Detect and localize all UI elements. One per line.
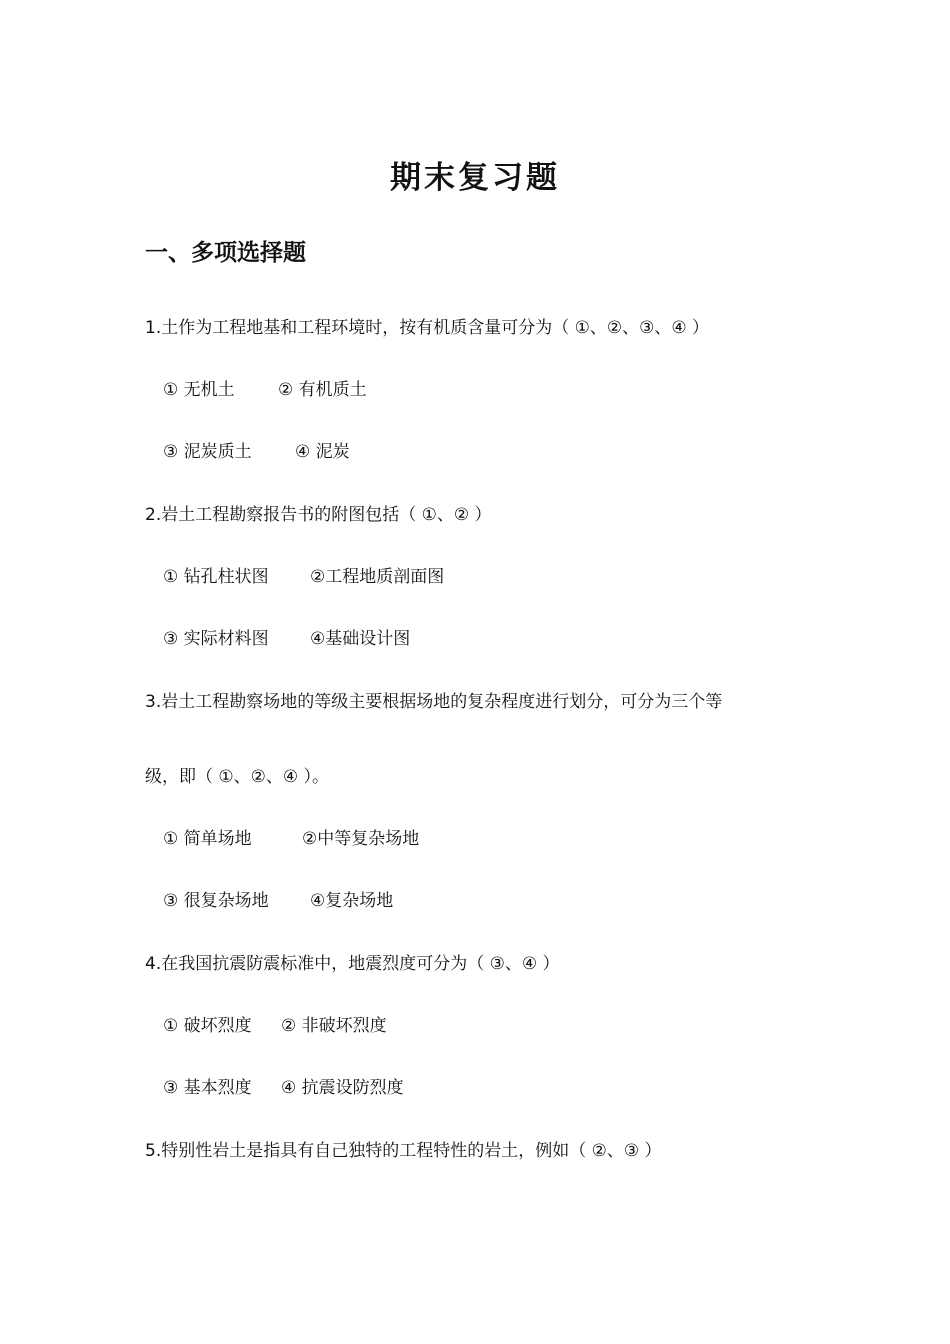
option-4: ④基础设计图 [310, 629, 411, 649]
option-1: ① 简单场地 [163, 829, 252, 849]
option-3: ③ 很复杂场地 [163, 891, 269, 911]
section-heading: 一、多项选择题 [145, 240, 306, 266]
question-2-options-row-1 [163, 562, 445, 587]
question-3: 3.岩土工程勘察场地的等级主要根据场地的复杂程度进行划分，可分为三个等 [145, 692, 723, 712]
question-4-options-row-2 [163, 1073, 404, 1098]
document-title: 期末复习题 [390, 160, 560, 196]
option-1: ① 无机土 [163, 380, 235, 400]
option-3: ③ 实际材料图 [163, 629, 269, 649]
option-4: ④ 抗震设防烈度 [281, 1078, 404, 1098]
question-1: 1.土作为工程地基和工程环境时，按有机质含量可分为（ ①、②、③、④ ） [145, 318, 709, 338]
question-3-options-row-1 [163, 824, 420, 849]
question-2: 2.岩土工程勘察报告书的附图包括（ ①、② ） [145, 505, 492, 525]
question-1-options-row-2 [163, 437, 350, 462]
question-2-options-row-2 [163, 624, 411, 649]
option-1: ① 钻孔柱状图 [163, 567, 269, 587]
option-2: ②中等复杂场地 [302, 829, 420, 849]
option-3: ③ 基本烈度 [163, 1078, 252, 1098]
question-4-options-row-1 [163, 1011, 387, 1036]
option-1: ① 破坏烈度 [163, 1016, 252, 1036]
option-4: ④ 泥炭 [295, 442, 350, 462]
option-3: ③ 泥炭质土 [163, 442, 252, 462]
option-2: ②工程地质剖面图 [310, 567, 445, 587]
question-5: 5.特别性岩土是指具有自己独特的工程特性的岩土，例如（ ②、③ ） [145, 1141, 662, 1161]
question-3-continued: 级，即（ ①、②、④ ）。 [145, 767, 330, 787]
option-4: ④复杂场地 [310, 891, 394, 911]
option-2: ② 非破坏烈度 [281, 1016, 387, 1036]
question-3-options-row-2 [163, 886, 394, 911]
option-2: ② 有机质土 [278, 380, 367, 400]
question-4: 4.在我国抗震防震标准中，地震烈度可分为（ ③、④ ） [145, 954, 560, 974]
question-1-options-row-1 [163, 375, 367, 400]
